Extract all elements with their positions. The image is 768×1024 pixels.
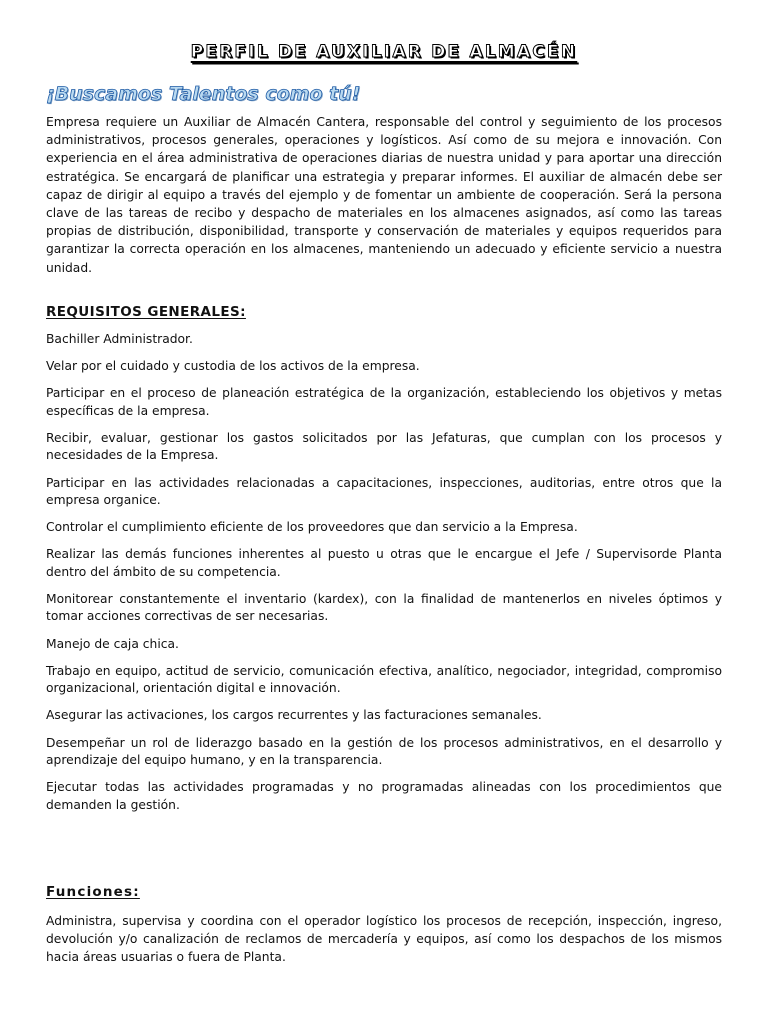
requirement-item: Manejo de caja chica. [46, 636, 179, 651]
requirement-item: Realizar las demás funciones inherentes al puesto u otras que le encargue el Jefe / Supervisorde Planta dentro del ámbito de su competencia. [46, 547, 722, 579]
requirement-item: Recibir, evaluar, gestionar los gastos solicitados por las Jefaturas, que cumplan con los procesos y necesidades de la Empresa. [46, 431, 722, 463]
requirements-heading: REQUISITOS GENERALES: [46, 304, 246, 320]
requirement-item: Velar por el cuidado y custodia de los activos de la empresa. [46, 359, 420, 374]
requirement-item: Monitorear constantemente el inventario (kardex), con la finalidad de mantenerlos en niveles óptimos y tomar acciones correctivas de ser necesarias. [46, 592, 722, 624]
requirement-item: Asegurar las activaciones, los cargos recurrentes y las facturaciones semanales. [46, 708, 542, 723]
functions-list [46, 912, 722, 967]
requirement-item: Bachiller Administrador. [46, 332, 193, 346]
requirement-item: Trabajo en equipo, actitud de servicio, comunicación efectiva, analítico, negociador, integridad, compromiso organizacional, orientación digital e innovación. [46, 663, 722, 696]
requirement-item: Desempeñar un rol de liderazgo basado en la gestión de los procesos administrativos, en el desarrollo y aprendizaje del equipo humano, y en la transparencia. [46, 735, 722, 768]
requirement-item: Participar en el proceso de planeación estratégica de la organización, estableciendo los objetivos y metas específicas de la empresa. [46, 386, 722, 418]
intro-paragraph: Empresa requiere un Auxiliar de Almacén Cantera, responsable del control y seguimiento de los procesos administrativos, procesos generales, operaciones y logísticos. Así como de su mejora e innovación. Con experiencia en el área administrativa de operaciones diarias de nuestra unidad y para aportar una dirección estratégica. Se encargará de planificar una estrategia y preparar informes. El auxiliar de almacén debe ser capaz de dirigir al equipo a través del ejemplo y de fomentar un ambiente de cooperación. Será la persona clave de las tareas de recibo y despacho de materiales en los almacenes asignados, así como las tareas propias de distribución, disponibilidad, transporte y conservación de materiales y equipos requeridos para garantizar la correcta operación en los almacenes, manteniendo un adecuado y eficiente servicio a nuestra unidad. [46, 115, 722, 275]
requirements-list [46, 331, 722, 824]
requirement-item: Participar en las actividades relacionadas a capacitaciones, inspecciones, auditorias, entre otros que la empresa organice. [46, 475, 722, 508]
requirement-item: Controlar el cumplimiento eficiente de los proveedores que dan servicio a la Empresa. [46, 520, 578, 535]
requirement-item: Ejecutar todas las actividades programadas y no programadas alineadas con los procedimientos que demanden la gestión. [46, 780, 722, 812]
recruitment-slogan: ¡Buscamos Talentos como tú! [46, 83, 361, 105]
function-item: Administra, supervisa y coordina con el operador logístico los procesos de recepción, inspección, ingreso, devolución y/o canalización de reclamos de mercadería y equipos, así como los despachos de los mismos hacia áreas usuarias o fuera de Planta. [46, 914, 722, 965]
functions-heading: Funciones: [46, 884, 140, 900]
document-title: PERFIL DE AUXILIAR DE ALMACÉN [190, 42, 578, 62]
